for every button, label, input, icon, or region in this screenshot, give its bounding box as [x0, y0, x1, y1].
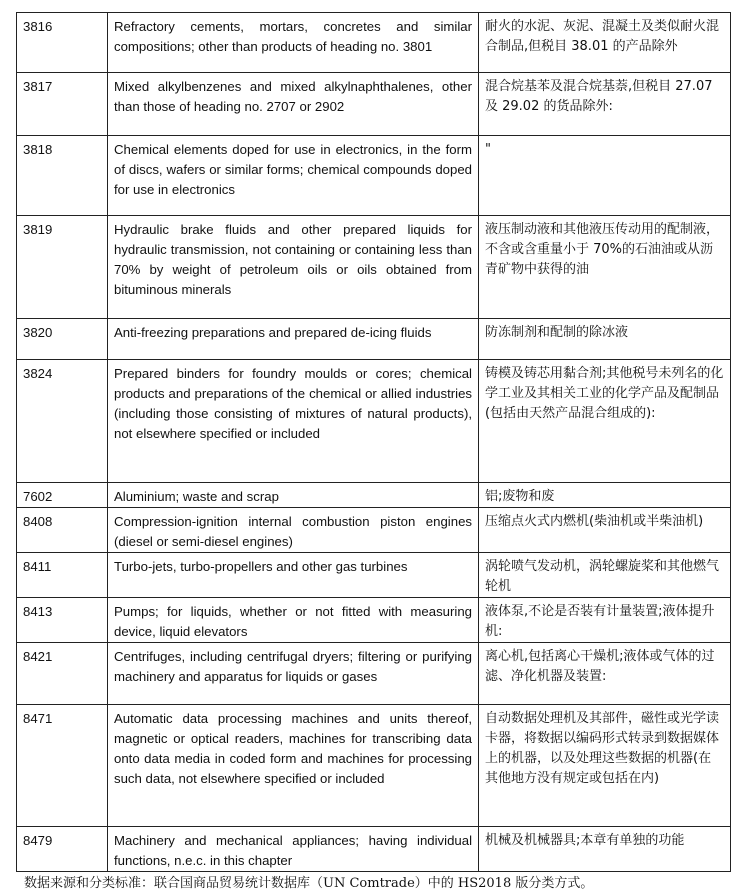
hs-code-cell: 8479 [17, 827, 108, 872]
table-row [17, 216, 731, 319]
english-description-cell: Aluminium; waste and scrap [108, 483, 479, 508]
hs-code-cell: 3816 [17, 13, 108, 73]
english-description-cell: Refractory cements, mortars, concretes and similar compositions; other than products of heading no. 3801 [108, 13, 479, 73]
chinese-description-cell: " [479, 136, 731, 216]
table-row [17, 827, 731, 872]
english-description-cell: Turbo-jets, turbo-propellers and other gas turbines [108, 553, 479, 598]
english-description-cell: Chemical elements doped for use in electronics, in the form of discs, wafers or similar forms; chemical compounds doped for use in electronics [108, 136, 479, 216]
hs-code-cell: 8421 [17, 643, 108, 705]
chinese-description-cell: 铝;废物和废 [479, 483, 731, 508]
chinese-description-cell: 离心机,包括离心干燥机;液体或气体的过滤、净化机器及装置: [479, 643, 731, 705]
english-description-cell: Centrifuges, including centrifugal dryers; filtering or purifying machinery and apparatus for liquids or gases [108, 643, 479, 705]
table-row [17, 73, 731, 136]
hs-code-cell: 8413 [17, 598, 108, 643]
table-row [17, 136, 731, 216]
english-description-cell: Mixed alkylbenzenes and mixed alkylnaphthalenes, other than those of heading no. 2707 or 2902 [108, 73, 479, 136]
chinese-description-cell: 液体泵,不论是否装有计量装置;液体提升机: [479, 598, 731, 643]
hs-code-cell: 7602 [17, 483, 108, 508]
english-description-cell: Machinery and mechanical appliances; having individual functions, n.e.c. in this chapter [108, 827, 479, 872]
table-row [17, 13, 731, 73]
chinese-description-cell: 液压制动液和其他液压传动用的配制液，不含或含重量小于 70%的石油油或从沥青矿物中获得的油 [479, 216, 731, 319]
table-row [17, 508, 731, 553]
english-description-cell: Compression-ignition internal combustion piston engines (diesel or semi-diesel engines) [108, 508, 479, 553]
hs-code-cell: 8471 [17, 705, 108, 827]
hs-code-cell: 3818 [17, 136, 108, 216]
hs-code-cell: 3824 [17, 360, 108, 483]
table-row [17, 319, 731, 360]
english-description-cell: Prepared binders for foundry moulds or cores; chemical products and preparations of the chemical or allied industries (including those consisting of mixtures of natural products), not elsewhere specified or included [108, 360, 479, 483]
hs-code-cell: 3820 [17, 319, 108, 360]
table-row [17, 483, 731, 508]
hs-code-cell: 8408 [17, 508, 108, 553]
chinese-description-cell: 机械及机械器具;本章有单独的功能 [479, 827, 731, 872]
english-description-cell: Hydraulic brake fluids and other prepared liquids for hydraulic transmission, not containing or containing less than 70% by weight of petroleum oils or oils obtained from bituminous minerals [108, 216, 479, 319]
hs-code-table [16, 12, 731, 872]
table-row [17, 643, 731, 705]
table-row [17, 705, 731, 827]
chinese-description-cell: 混合烷基苯及混合烷基萘,但税目 27.07 及 29.02 的货品除外: [479, 73, 731, 136]
chinese-description-cell: 铸模及铸芯用黏合剂;其他税号未列名的化学工业及其相关工业的化学产品及配制品(包括由天然产品混合组成的): [479, 360, 731, 483]
table-row [17, 598, 731, 643]
chinese-description-cell: 防冻制剂和配制的除冰液 [479, 319, 731, 360]
document-body [16, 0, 730, 893]
english-description-cell: Pumps; for liquids, whether or not fitted with measuring device, liquid elevators [108, 598, 479, 643]
footnote: 数据来源和分类标准：联合国商品贸易统计数据库（UN Comtrade）中的 HS2018 版分类方式。 [24, 876, 594, 891]
english-description-cell: Anti-freezing preparations and prepared de-icing fluids [108, 319, 479, 360]
hs-code-cell: 3819 [17, 216, 108, 319]
table-row [17, 360, 731, 483]
chinese-description-cell: 压缩点火式内燃机(柴油机或半柴油机) [479, 508, 731, 553]
hs-code-cell: 8411 [17, 553, 108, 598]
chinese-description-cell: 耐火的水泥、灰泥、混凝土及类似耐火混合制品,但税目 38.01 的产品除外 [479, 13, 731, 73]
chinese-description-cell: 自动数据处理机及其部件，磁性或光学读卡器，将数据以编码形式转录到数据媒体上的机器，以及处理这些数据的机器(在其他地方没有规定或包括在内) [479, 705, 731, 827]
chinese-description-cell: 涡轮喷气发动机，涡轮螺旋桨和其他燃气轮机 [479, 553, 731, 598]
english-description-cell: Automatic data processing machines and units thereof, magnetic or optical readers, machines for transcribing data onto data media in coded form and machines for processing such data, not elsewhere specified or included [108, 705, 479, 827]
hs-code-cell: 3817 [17, 73, 108, 136]
table-row [17, 553, 731, 598]
